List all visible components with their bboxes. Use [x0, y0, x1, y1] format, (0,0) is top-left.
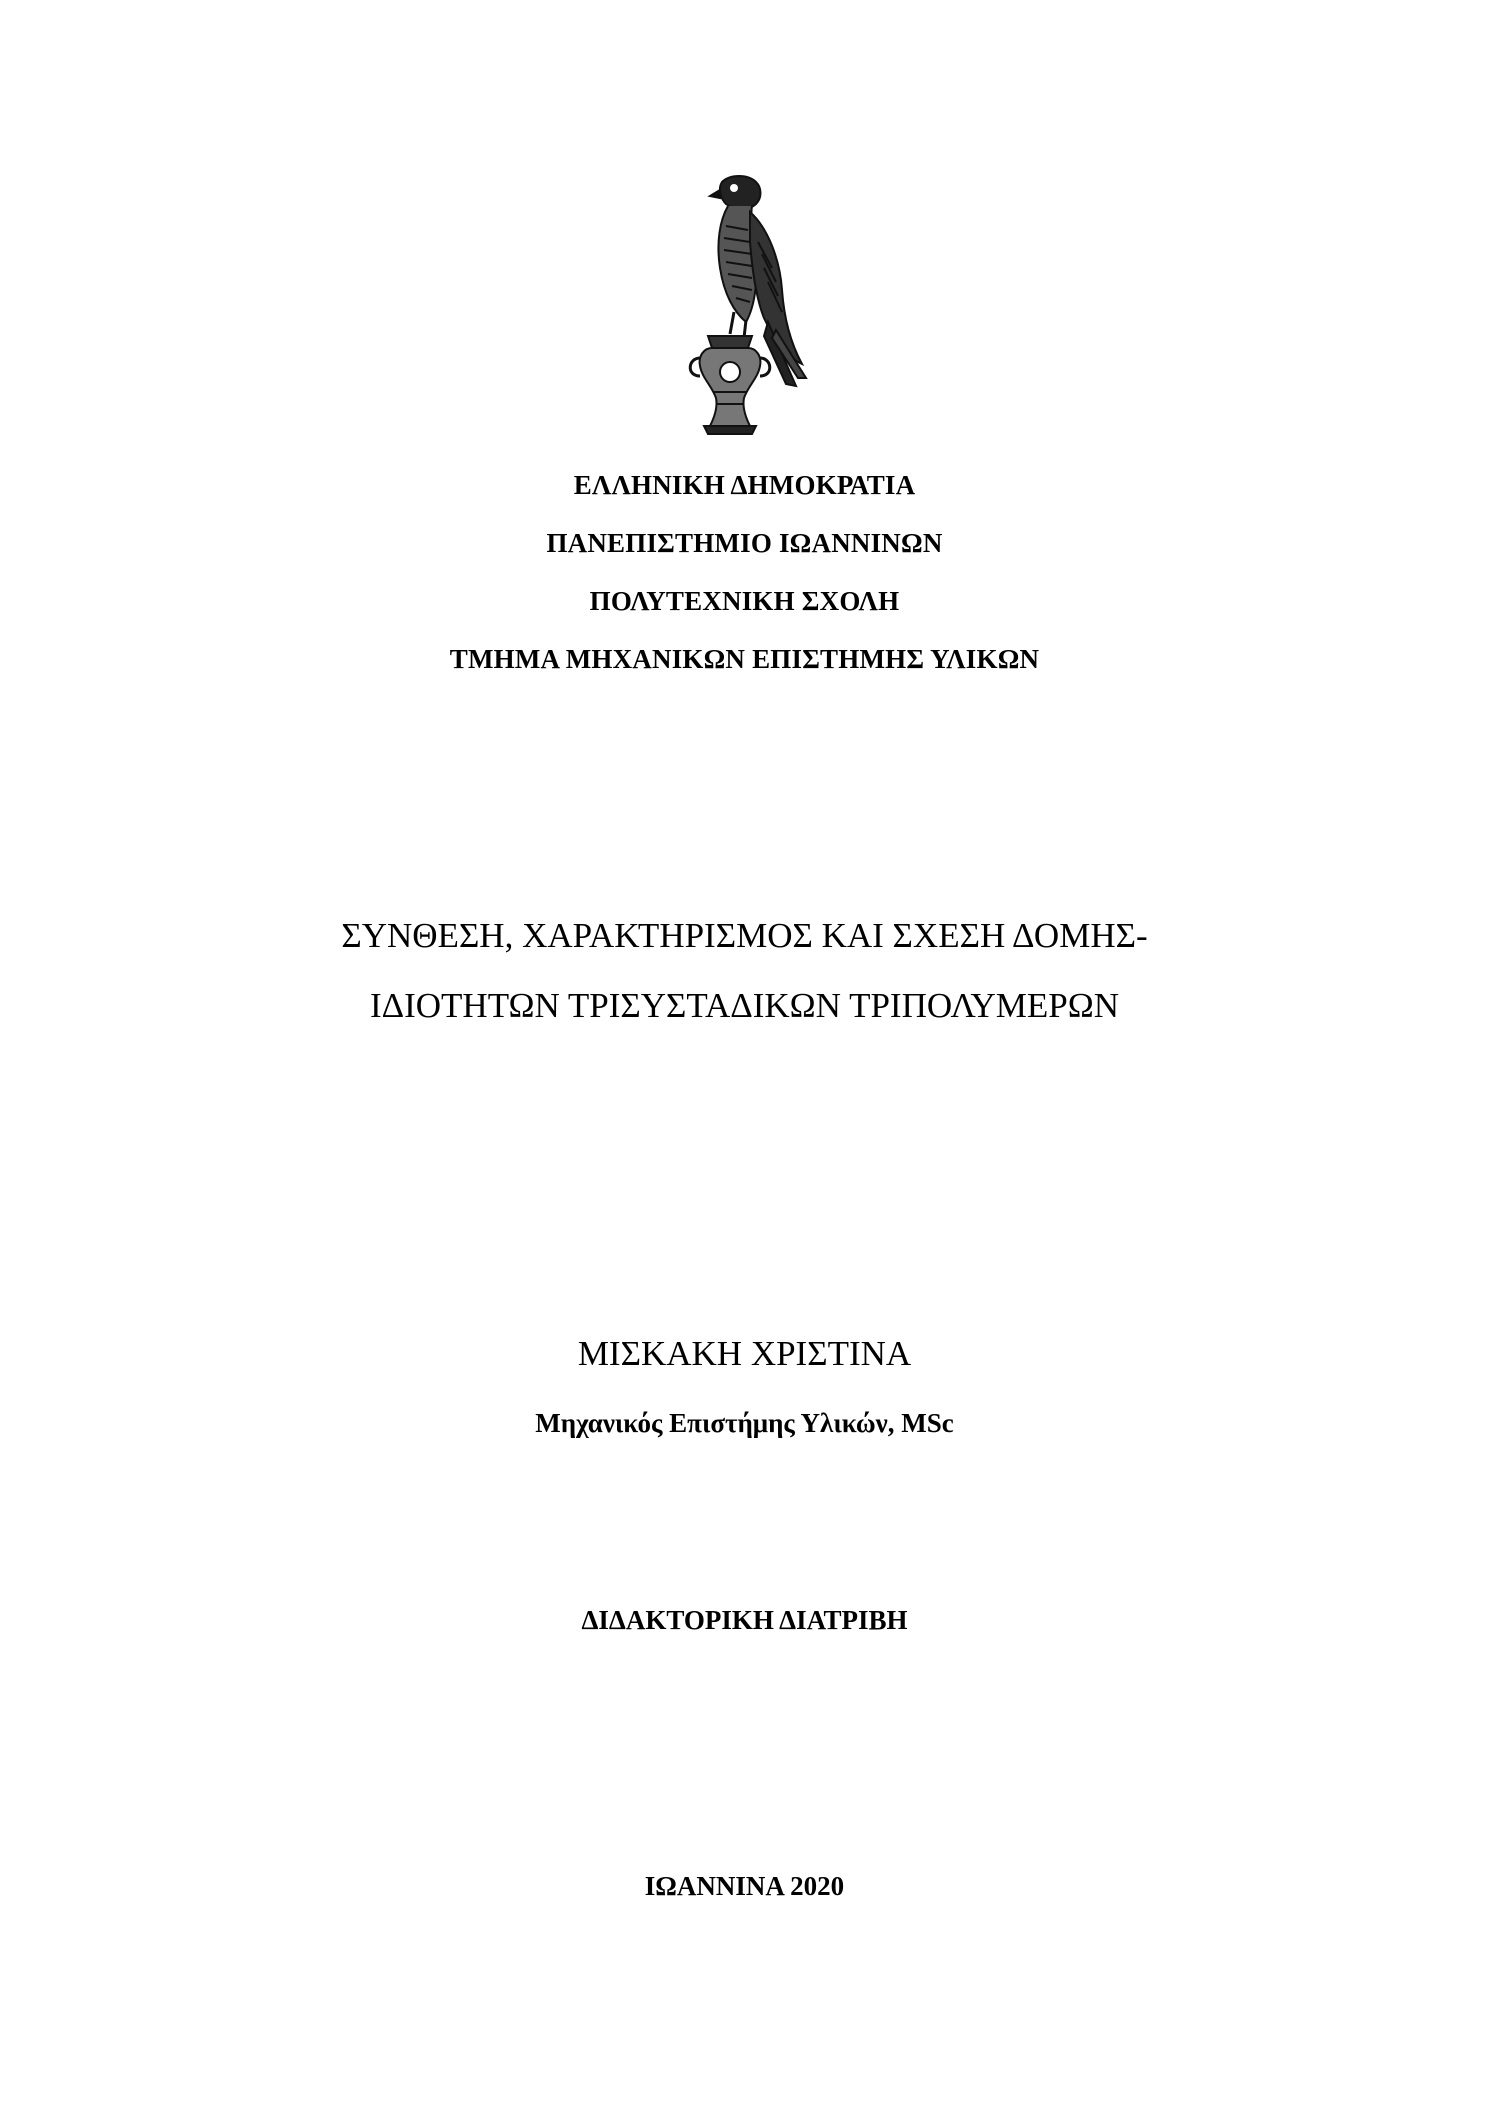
- thesis-title-block: [0, 918, 1489, 1058]
- owl-on-amphora-emblem-icon: [664, 172, 824, 442]
- thesis-title-line-2: ΙΔΙΟΤΗΤΩΝ ΤΡΙΣΥΣΤΑΔΙΚΩΝ ΤΡΙΠΟΛΥΜΕΡΩΝ: [369, 986, 1120, 1025]
- place-year: ΙΩΑΝΝΙΝΑ 2020: [644, 1871, 845, 1901]
- author-name: ΜΙΣΚΑΚΗ ΧΡΙΣΤΙΝΑ: [577, 1334, 912, 1373]
- thesis-type: ΔΙΔΑΚΤΟΡΙΚΗ ΔΙΑΤΡΙΒΗ: [581, 1605, 908, 1635]
- institution-line-country: ΕΛΛΗΝΙΚΗ ΔΗΜΟΚΡΑΤΙΑ: [573, 470, 916, 500]
- institution-line-department: ΤΜΗΜΑ ΜΗΧΑΝΙΚΩΝ ΕΠΙΣΤΗΜΗΣ ΥΛΙΚΩΝ: [449, 644, 1040, 674]
- thesis-title-line-1: ΣΥΝΘΕΣΗ, ΧΑΡΑΚΤΗΡΙΣΜΟΣ ΚΑΙ ΣΧΕΣΗ ΔΟΜΗΣ-: [341, 916, 1148, 955]
- institution-line-school: ΠΟΛΥΤΕΧΝΙΚΗ ΣΧΟΛΗ: [589, 586, 900, 616]
- institution-line-university: ΠΑΝΕΠΙΣΤΗΜΙΟ ΙΩΑΝΝΙΝΩΝ: [546, 528, 943, 558]
- institution-block: [0, 472, 1489, 704]
- author-degree: Μηχανικός Επιστήμης Υλικών, MSc: [535, 1408, 954, 1438]
